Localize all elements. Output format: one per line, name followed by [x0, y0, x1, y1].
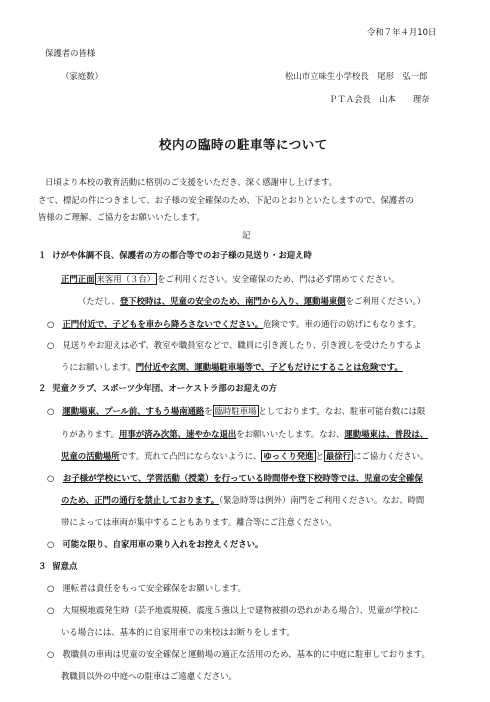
s3-bullet-3-cont: 教職員以外の中庭への駐車はご遠慮ください。 — [61, 671, 237, 681]
s3-bullet-1: ○ 運転者は責任をもって安全確保をお願いします。 — [47, 583, 246, 593]
s2-bullet-1: ○ 運動場東、プール前、すもう場南通路を 臨時駐車場 としております。なお、駐車可能台数には限 — [47, 406, 426, 416]
bullet-icon: ○ — [47, 340, 55, 350]
s1-line-1 — [61, 273, 400, 285]
section-1-heading — [38, 249, 312, 261]
section-3-number: ３ — [38, 561, 47, 571]
s1-south-gate-note: 登下校時は、児童の安全のため、南門から入り、運動場東側 — [119, 296, 346, 306]
s3-bullet-2-cont: いる場合には、基本的に自家用車での来校はお断りをします。 — [61, 627, 295, 637]
section-2-heading — [38, 382, 277, 394]
section-3-heading — [38, 560, 77, 572]
s1-visitor-box: 来客用（３台） — [96, 274, 156, 284]
ki-marker: 記 — [242, 230, 251, 240]
page-title: 校内の臨時の駐車等について — [159, 137, 328, 152]
s3-bullet-3: ○ 教職員の車両は児童の安全確保と運動場の適正な活用のため、基本的に中庭に駐車しております。 — [47, 649, 430, 659]
recipient: 保護者の皆様 — [45, 48, 96, 58]
s1-bullet-2: ○ 見送りやお迎えは必ず、教室や職員室などで、職員に引き渡したり、引き渡しを受けたりするよ — [47, 340, 422, 350]
section-2-title: 児童クラブ、スポーツ少年団、オーケストラ部のお迎えの方 — [52, 383, 277, 393]
s2-bullet-1-line-3: 児童の活動場所です。荒れて凸凹にならないように、 ゆっくり発進 と 最徐行 にご協力ください。 — [61, 451, 429, 461]
intro-line-2: さて、標記の件につきまして、お子様の安全確保のため、下記のとおりといたしますので、保護者の — [38, 195, 414, 205]
s3-bullet-2: ○ 大規模地震発生時（芸予地震規模、震度５強以上で建物被損の恐れがある場合）、児童が学校に — [47, 605, 419, 615]
section-1-title: けがや体調不良、保護者の方の都合等でのお子様の見送り・お迎え時 — [52, 250, 312, 260]
bullet-icon: ○ — [47, 583, 55, 593]
sender-pta: ＰＴＡ会長 山本 理奈 — [329, 94, 430, 104]
s1-main-gate: 正門正面 — [61, 274, 95, 284]
bullet-icon: ○ — [47, 473, 55, 483]
distribution-note: （家庭数） — [61, 71, 103, 81]
section-3-title: 留意点 — [52, 561, 78, 571]
bullet-icon: ○ — [47, 319, 55, 329]
section-1-number: １ — [38, 250, 47, 260]
s1-bullet-2-cont: うにお願いします。門付近や玄関、運動場駐車場等で、子どもだけにすることは危険です。 — [61, 362, 403, 372]
s2-slowest-box: 最徐行 — [325, 451, 351, 461]
bullet-icon: ○ — [47, 539, 55, 549]
s2-bullet-1-line-2: りがあります。用事が済み次第、速やかな退出をお願いいたします。なお、運動場東は、普段は、 — [61, 429, 429, 439]
bullet-icon: ○ — [47, 605, 55, 615]
s1-bullet-1: ○ 正門付近で、子どもを車から降ろさないでください。危険です。車の通行の妨げにもなります。 — [47, 319, 421, 329]
section-2-number: ２ — [38, 383, 47, 393]
date: 令和７年４月10日 — [367, 27, 437, 37]
bullet-icon: ○ — [47, 649, 55, 659]
intro-line-1: 日頃より本校の教育活動に格別のご支援をいただき、深く感謝申し上げます。 — [45, 177, 338, 187]
s1-line-2: （ただし、登下校時は、児童の安全のため、南門から入り、運動場東側をご利用ください。） — [78, 296, 426, 306]
intro-line-3: 皆様のご理解、ご協力をお願いいたします。 — [38, 212, 205, 222]
bullet-icon: ○ — [47, 406, 55, 416]
s2-bullet-2-line-3: 帯によっては車両が集中することもあります。離合等にご注意ください。 — [61, 517, 337, 527]
s1-line-1-rest: をご利用ください。安全確保のため、門は必ず閉めてください。 — [157, 274, 400, 284]
s2-bullet-2: ○ お子様が学校にいて、学習活動（授業）を行っている時間帯や登下校時等では、児童の安全確保 — [47, 473, 423, 483]
sender-principal: 松山市立味生小学校長 尾形 弘一郎 — [285, 71, 428, 81]
s2-temp-parking-box: 臨時駐車場 — [214, 406, 257, 416]
s2-bullet-3: ○ 可能な限り、自家用車の乗り入れをお控えください。 — [47, 539, 264, 549]
s2-slow-start-box: ゆっくり発進 — [263, 451, 314, 461]
s2-bullet-2-line-2: のため、正門の通行を禁止しております。（緊急時等は例外）南門をご利用ください。なお、時間 — [61, 495, 425, 505]
